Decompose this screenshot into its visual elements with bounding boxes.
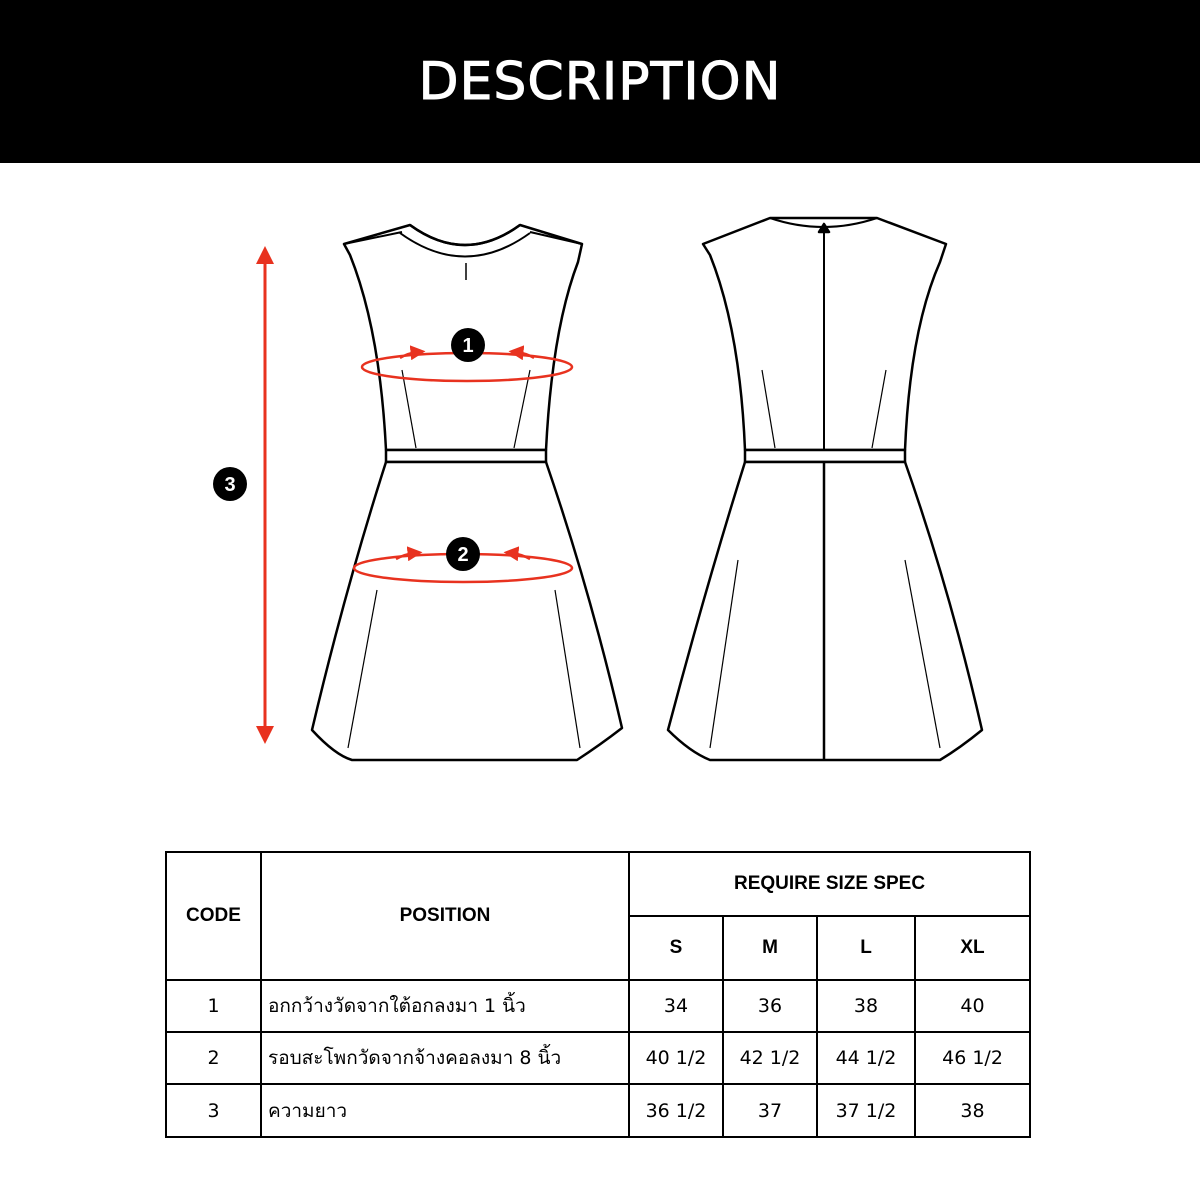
table-row bbox=[166, 1084, 1030, 1137]
row-position: อกกว้างวัดจากใต้อกลงมา 1 นิ้ว bbox=[261, 980, 629, 1032]
row-value-xl: 46 1/2 bbox=[915, 1032, 1030, 1084]
row-code: 3 bbox=[166, 1084, 261, 1137]
row-value-xl: 40 bbox=[915, 980, 1030, 1032]
code-header: CODE bbox=[166, 852, 261, 980]
size-spec-header: REQUIRE SIZE SPEC bbox=[629, 852, 1030, 916]
size-header-xl: XL bbox=[915, 916, 1030, 980]
row-code: 2 bbox=[166, 1032, 261, 1084]
row-value-l: 44 1/2 bbox=[817, 1032, 915, 1084]
row-value-l: 38 bbox=[817, 980, 915, 1032]
row-position: รอบสะโพกวัดจากจ้างคอลงมา 8 นิ้ว bbox=[261, 1032, 629, 1084]
row-value-s: 40 1/2 bbox=[629, 1032, 723, 1084]
marker-3-label: 3 bbox=[224, 474, 236, 496]
marker-1-label: 1 bbox=[462, 335, 474, 357]
header-bar bbox=[0, 0, 1200, 163]
marker-1 bbox=[451, 328, 485, 362]
table-row bbox=[166, 1032, 1030, 1084]
row-position: ความยาว bbox=[261, 1084, 629, 1137]
table-row bbox=[166, 980, 1030, 1032]
size-header-m: M bbox=[723, 916, 817, 980]
row-value-s: 36 1/2 bbox=[629, 1084, 723, 1137]
marker-2-label: 2 bbox=[457, 544, 469, 566]
row-value-m: 36 bbox=[723, 980, 817, 1032]
row-value-l: 37 1/2 bbox=[817, 1084, 915, 1137]
size-spec-table bbox=[165, 851, 1031, 1138]
dress-illustration bbox=[0, 163, 1200, 823]
page-title: DESCRIPTION bbox=[418, 51, 782, 112]
dress-front-view bbox=[312, 225, 622, 760]
size-header-l: L bbox=[817, 916, 915, 980]
row-code: 1 bbox=[166, 980, 261, 1032]
row-value-m: 37 bbox=[723, 1084, 817, 1137]
marker-2 bbox=[446, 537, 480, 571]
row-value-s: 34 bbox=[629, 980, 723, 1032]
row-value-xl: 38 bbox=[915, 1084, 1030, 1137]
position-header: POSITION bbox=[261, 852, 629, 980]
dress-back-view bbox=[668, 218, 982, 760]
size-header-s: S bbox=[629, 916, 723, 980]
row-value-m: 42 1/2 bbox=[723, 1032, 817, 1084]
marker-3 bbox=[213, 467, 247, 501]
